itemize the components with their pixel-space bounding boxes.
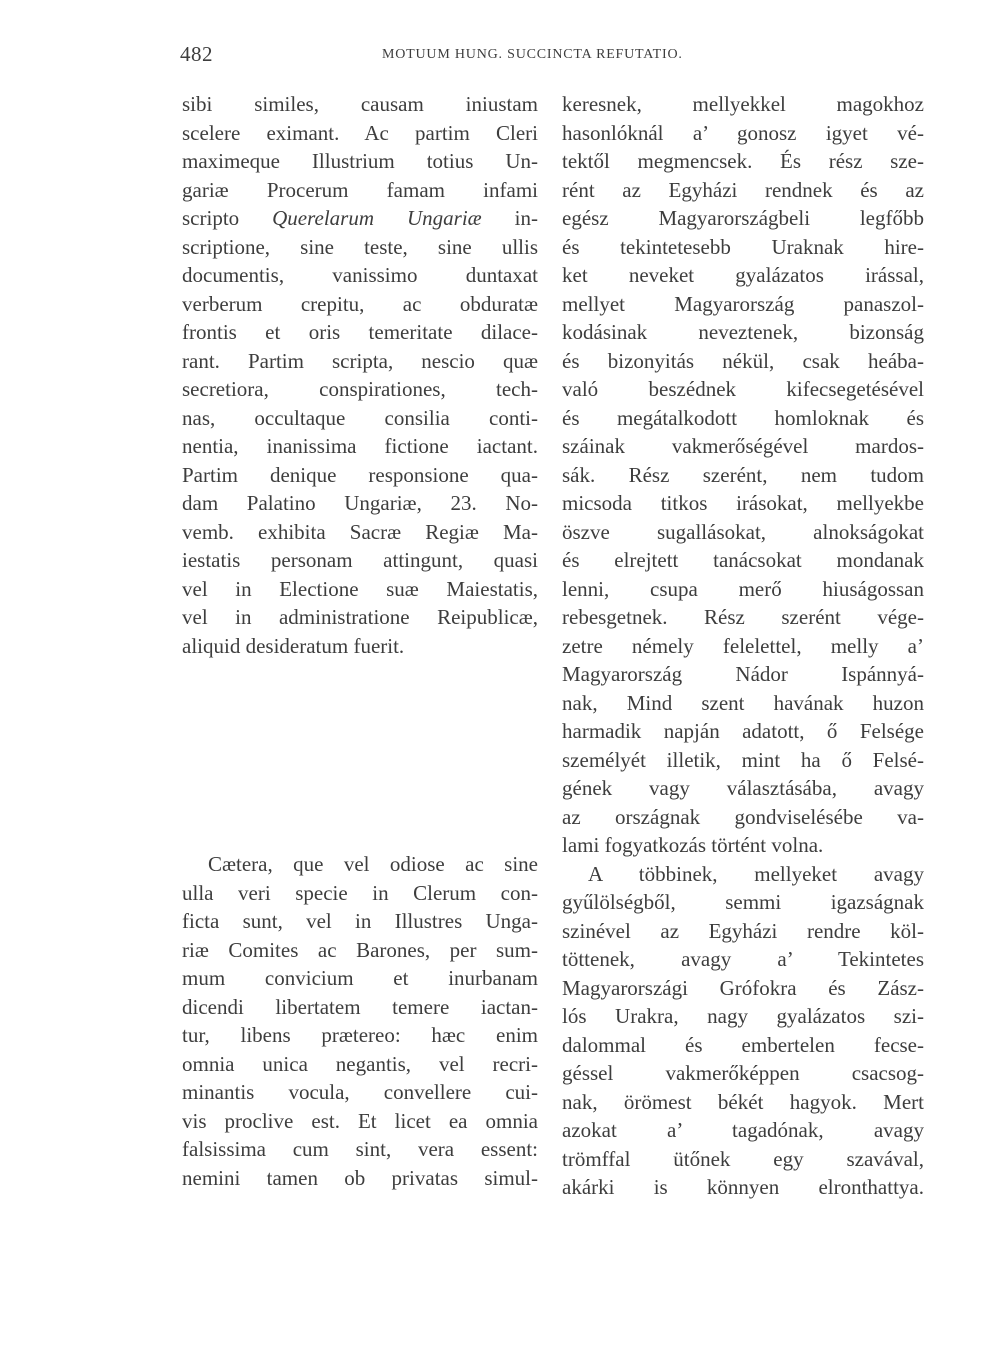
text-line: és elrejtett tanácsokat mondanak [562, 548, 924, 572]
text-line: Magyarország Nádor Ispánnyá- [562, 662, 924, 686]
text-line: vis proclive est. Et licet ea omnia [182, 1108, 538, 1133]
text-line: és bizonyitás nékül, csak heába- [562, 348, 924, 373]
text-line: zetre némely felelettel, melly a’ [562, 633, 924, 658]
text-line: és tekintetesebb Uraknak hire- [562, 234, 924, 259]
running-title: MOTUUM HUNG. SUCCINCTA REFUTATIO. [382, 47, 683, 62]
text-line: scriptione, sine teste, sine ullis [182, 234, 538, 259]
text-line: keresnek, mellyekkel magokhoz [562, 92, 924, 116]
text-line: dam Palatino Ungariæ, 23. No- [182, 491, 538, 515]
text-line: akárki is könnyen elronthattya. [562, 1175, 924, 1199]
text-line: vel in Electione suæ Maiestatis, [182, 576, 538, 601]
text-line: nemini tamen ob privatas simul- [182, 1165, 538, 1190]
text-line: trömffal ütőnek egy szavával, [562, 1146, 924, 1171]
text-line: géssel vakmerőképpen csacsog- [562, 1061, 924, 1085]
text-line: Magyarországi Grófokra és Zász- [562, 975, 924, 1000]
text-line: vel in administratione Reipublicæ, [182, 605, 538, 629]
text-line: secretiora, conspirationes, tech- [182, 377, 538, 401]
text-line: iestatis personam attingunt, quasi [182, 548, 538, 572]
text-line: frontis et oris temeritate dilace- [182, 320, 538, 344]
text-line: gyűlölségből, semmi igazságnak [562, 890, 924, 914]
text-line: harmadik napján adatott, ő Felsége [562, 719, 924, 743]
text-line: falsissima cum sint, vera essent: [182, 1137, 538, 1161]
text-line: és megátalkodott homloknak és [562, 405, 924, 430]
text-line: minantis vocula, convellere cui- [182, 1080, 538, 1104]
text-line: ficta sunt, vel in Illustres Unga- [182, 909, 538, 933]
text-line: tur, libens prætereo: hæc enim [182, 1023, 538, 1047]
text-line: maximeque Illustrium totius Un- [182, 149, 538, 173]
text-line: rebesgetnek. Rész szerént vége- [562, 605, 924, 629]
text-line: vemb. exhibita Sacræ Regiæ Ma- [182, 519, 538, 544]
text-line: ulla veri specie in Clerum con- [182, 880, 538, 905]
text-line: személyét illetik, mint ha ő Felsé- [562, 747, 924, 772]
text-line: dalommal és embertelen fecse- [562, 1032, 924, 1057]
text-line: nas, occultaque consilia conti- [182, 405, 538, 430]
text-line: gariæ Procerum famam infami [182, 177, 538, 202]
text-line: azokat a’ tagadónak, avagy [562, 1118, 924, 1142]
text-line: rant. Partim scripta, nescio quæ [182, 348, 538, 373]
text-line: mum convicium et inurbanam [182, 966, 538, 990]
text-line: lós Urakra, nagy gyalázatos szi- [562, 1004, 924, 1028]
text-line: mellyet Magyarország panaszol- [562, 291, 924, 316]
left-column-latin-second-paragraph [182, 850, 538, 1192]
text-line: lami fogyatkozás történt volna. [562, 833, 824, 857]
text-line: sák. Rész szerént, nem tudom [562, 462, 924, 487]
text-line: való beszédnek kifecsegetésével [562, 377, 924, 401]
text-line: öszve sugallásokat, alnokságokat [562, 519, 924, 544]
left-column-latin [182, 90, 538, 660]
text-line: lenni, csupa merő hiuságossan [562, 576, 924, 601]
text-line: kodásinak neveztenek, bizonság [562, 320, 924, 344]
right-column-hungarian [562, 90, 924, 1202]
text-line: száinak vakmerőségével mardos- [562, 434, 924, 458]
text-line: verberum crepitu, ac obduratæ [182, 291, 538, 316]
text-line: nak, örömest békét hagyok. Mert [562, 1089, 924, 1114]
text-fragment: in- [481, 206, 538, 230]
text-line: dicendi libertatem temere iactan- [182, 994, 538, 1019]
italic-title: Querelarum Ungariæ [272, 206, 482, 230]
text-line: rént az Egyházi rendnek és az [562, 177, 924, 202]
text-line: riæ Comites ac Barones, per sum- [182, 937, 538, 962]
text-line: Partim denique responsione qua- [182, 462, 538, 487]
text-line: scelere eximant. Ac partim Cleri [182, 120, 538, 145]
text-line: Cætera, que vel odiose ac sine [208, 852, 538, 876]
text-line: omnia unica negantis, vel recri- [182, 1051, 538, 1076]
text-line: nak, Mind szent havának huzon [562, 690, 924, 715]
text-line: sibi similes, causam iniustam [182, 92, 538, 116]
text-line: documentis, vanissimo duntaxat [182, 263, 538, 287]
text-line: töttenek, avagy a’ Tekintetes [562, 947, 924, 971]
page-number: 482 [180, 42, 213, 66]
text-line: gének vagy választásába, avagy [562, 776, 924, 800]
text-line: hasonlóknál a’ gonosz igyet vé- [562, 120, 924, 145]
text-line: szinével az Egyházi rendre köl- [562, 918, 924, 943]
text-line: aliquid desideratum fuerit. [182, 633, 405, 658]
text-line: az országnak gondviselésébe va- [562, 804, 924, 829]
text-fragment: scripto [182, 206, 240, 230]
text-line: ket neveket gyalázatos irással, [562, 263, 924, 287]
text-line-with-title [182, 204, 538, 233]
text-line: micsoda titkos irásokat, mellyekbe [562, 491, 924, 515]
text-line: tektől megmencsek. És rész sze- [562, 149, 924, 173]
text-line: egész Magyarországbeli legfőbb [562, 206, 924, 230]
text-line: A többinek, mellyeket avagy [588, 861, 924, 886]
text-line: nentia, inanissima fictione iactant. [182, 434, 538, 458]
